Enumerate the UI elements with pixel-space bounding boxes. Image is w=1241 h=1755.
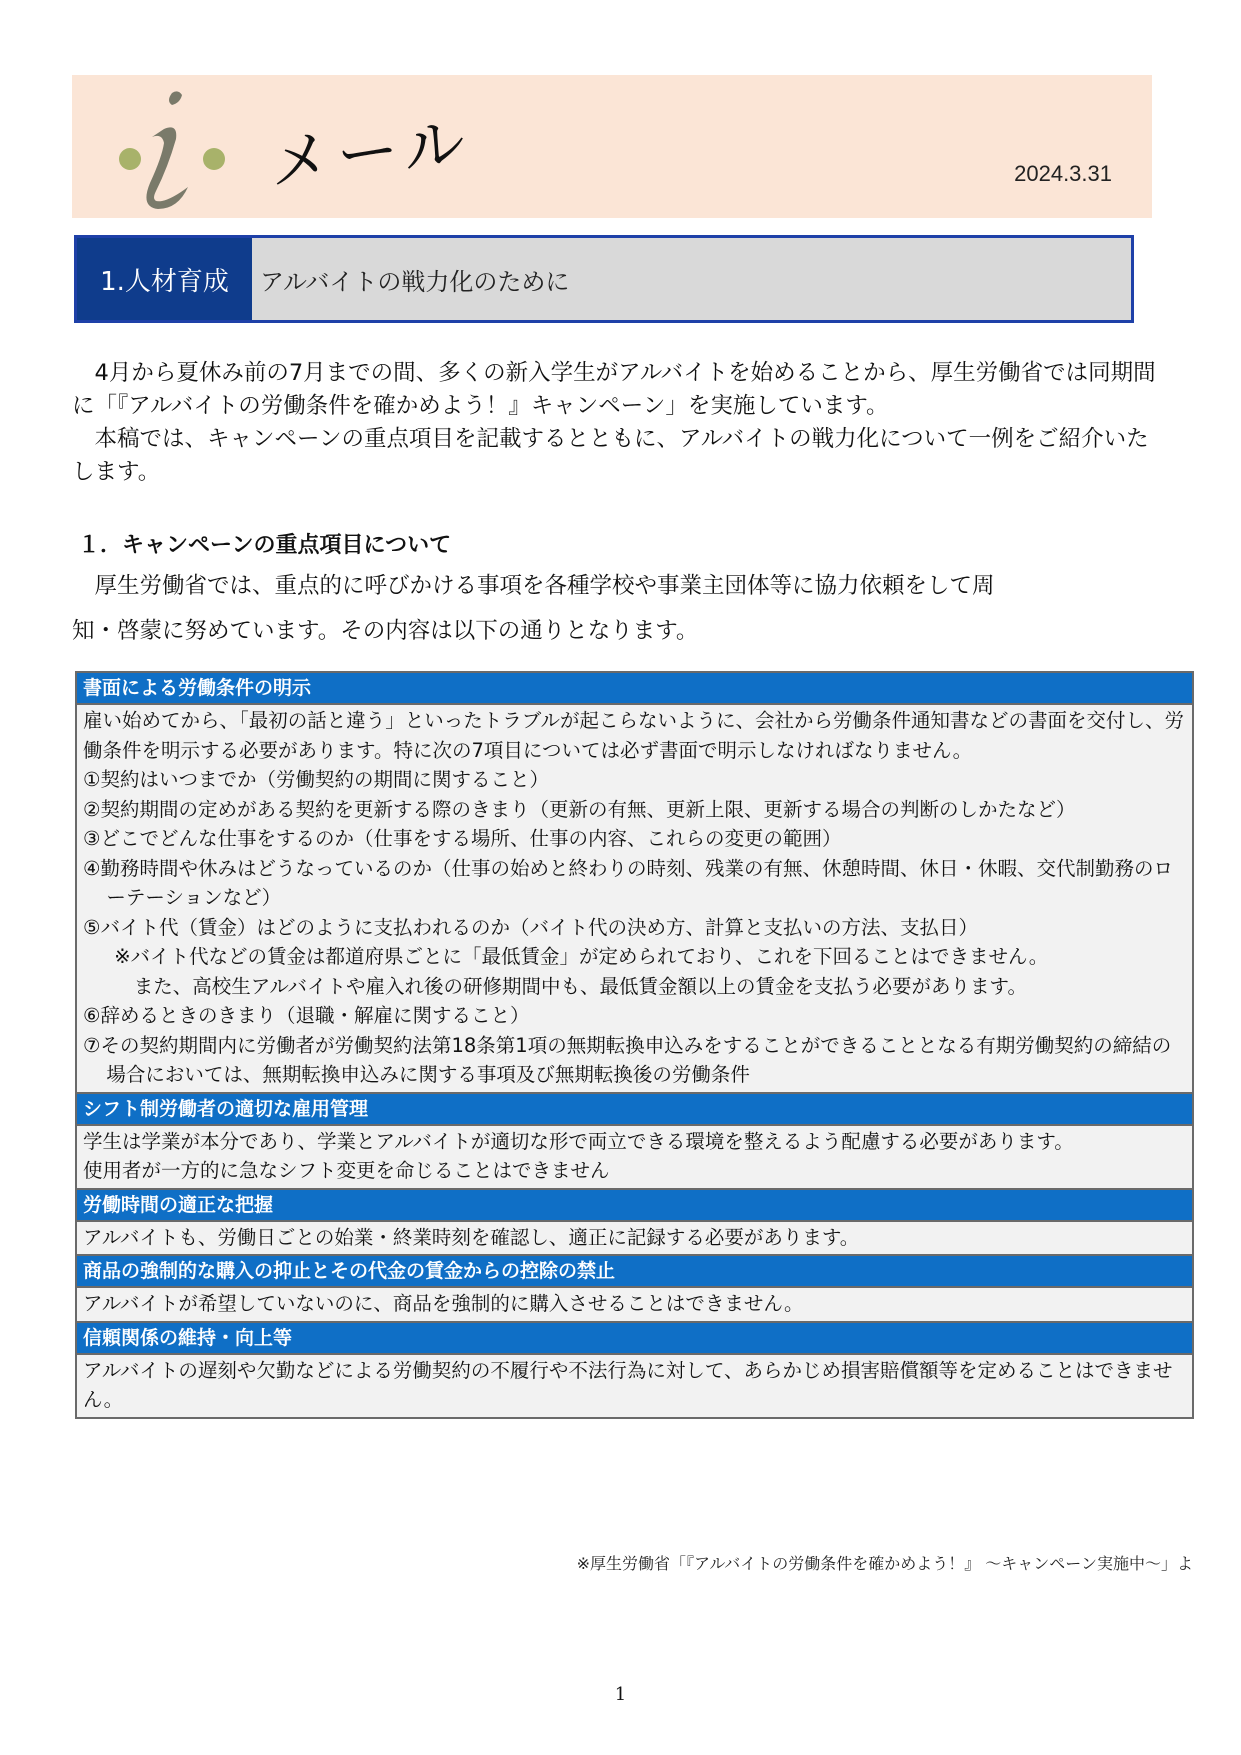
list-item: ④勤務時間や休みはどうなっているのか（仕事の始めと終わりの時刻、残業の有無、休憩時間、休日・休暇、交代制勤務のローテーションなど） (83, 856, 1173, 909)
body-text: 使用者が一方的に急なシフト変更を命じることはできません (83, 1159, 610, 1182)
note-text: また、高校生アルバイトや雇入れ後の研修期間中も、最低賃金額以上の賃金を支払う必要があります。 (114, 974, 1027, 998)
table-section-header: シフト制労働者の適切な雇用管理 (77, 1092, 1192, 1124)
subsection-text (72, 564, 1162, 654)
body-text: アルバイトが希望していないのに、商品を強制的に購入させることはできません。 (83, 1292, 804, 1315)
subsection-heading: １．キャンペーンの重点項目について (78, 533, 452, 558)
subsection-line: 知・啓蒙に努めています。その内容は以下の通りとなります。 (72, 618, 699, 644)
body-text: 学生は学業が本分であり、学業とアルバイトが適切な形で両立できる環境を整えるよう配慮する必要があります。 (83, 1129, 1074, 1153)
section-number: 1.人材育成 (77, 238, 252, 320)
table-section-header: 商品の強制的な購入の抑止とその代金の賃金からの控除の禁止 (77, 1254, 1192, 1286)
i-logo-icon (116, 81, 228, 211)
table-section-body (77, 703, 1192, 1092)
table-section-body (77, 1124, 1192, 1188)
page-number: 1 (614, 1684, 627, 1705)
intro-paragraph: 本稿では、キャンペーンの重点項目を記載するとともに、アルバイトの戦力化について一例をご紹介いたします。 (72, 426, 1149, 485)
table-section-body (77, 1286, 1192, 1321)
table-section-header: 労働時間の適正な把握 (77, 1188, 1192, 1220)
note-text: ※バイト代などの賃金は都道府県ごとに「最低賃金」が定められており、これを下回ることはできません。 (114, 945, 1049, 968)
intro-text (72, 357, 1162, 489)
table-section-body (77, 1353, 1192, 1417)
issue-date: 2024.3.31 (1014, 161, 1112, 186)
subsection-line: 厚生労働省では、重点的に呼びかける事項を各種学校や事業主団体等に協力依頼をして周 (72, 573, 995, 599)
table-section-header: 書面による労働条件の明示 (77, 673, 1192, 703)
section-heading: アルバイトの戦力化のために (260, 267, 570, 296)
campaign-points-table (75, 671, 1194, 1419)
body-text: 雇い始めてから、「最初の話と違う」といったトラブルが起こらないように、会社から労働条件通知書などの書面を交付し、労働条件を明示する必要があります。特に次の7項目については必ず書面で明示しなければなりません。 (83, 709, 1184, 762)
list-item: ③どこでどんな仕事をするのか（仕事をする場所、仕事の内容、これらの変更の範囲） (83, 827, 842, 850)
intro-paragraph: 4月から夏休み前の7月までの間、多くの新入学生がアルバイトを始めることから、厚生労働省では同期間に「『アルバイトの労働条件を確かめよう！』キャンペーン」を実施しています。 (72, 360, 1156, 419)
source-note: ※厚生労働省「『アルバイトの労働条件を確かめよう！』 ～キャンペーン実施中～」よ (576, 1554, 1193, 1573)
section-title-bar (74, 235, 1134, 323)
masthead-title: メール (265, 105, 475, 200)
list-item: ②契約期間の定めがある契約を更新する際のきまり（更新の有無、更新上限、更新する場合の判断のしかたなど） (83, 797, 1076, 821)
body-text: アルバイトも、労働日ごとの始業・終業時刻を確認し、適正に記録する必要があります。 (83, 1225, 860, 1249)
list-item: ⑦その契約期間内に労働者が労働契約法第18条第1項の無期転換申込みをすることができることとなる有期労働契約の締結の場合においては、無期転換申込みに関する事項及び無期転換後の労働条件 (83, 1033, 1172, 1086)
list-item: ⑥辞めるときのきまり（退職・解雇に関すること） (83, 1004, 530, 1027)
list-item: ⑤バイト代（賃金）はどのように支払われるのか（バイト代の決め方、計算と支払いの方法、支払日） (83, 915, 978, 939)
masthead (72, 75, 1152, 218)
table-section-body (77, 1220, 1192, 1255)
list-item: ①契約はいつまでか（労働契約の期間に関すること） (83, 768, 549, 791)
body-text: アルバイトの遅刻や欠勤などによる労働契約の不履行や不法行為に対して、あらかじめ損害賠償額等を定めることはできません。 (83, 1358, 1173, 1411)
table-section-header: 信頼関係の維持・向上等 (77, 1321, 1192, 1353)
